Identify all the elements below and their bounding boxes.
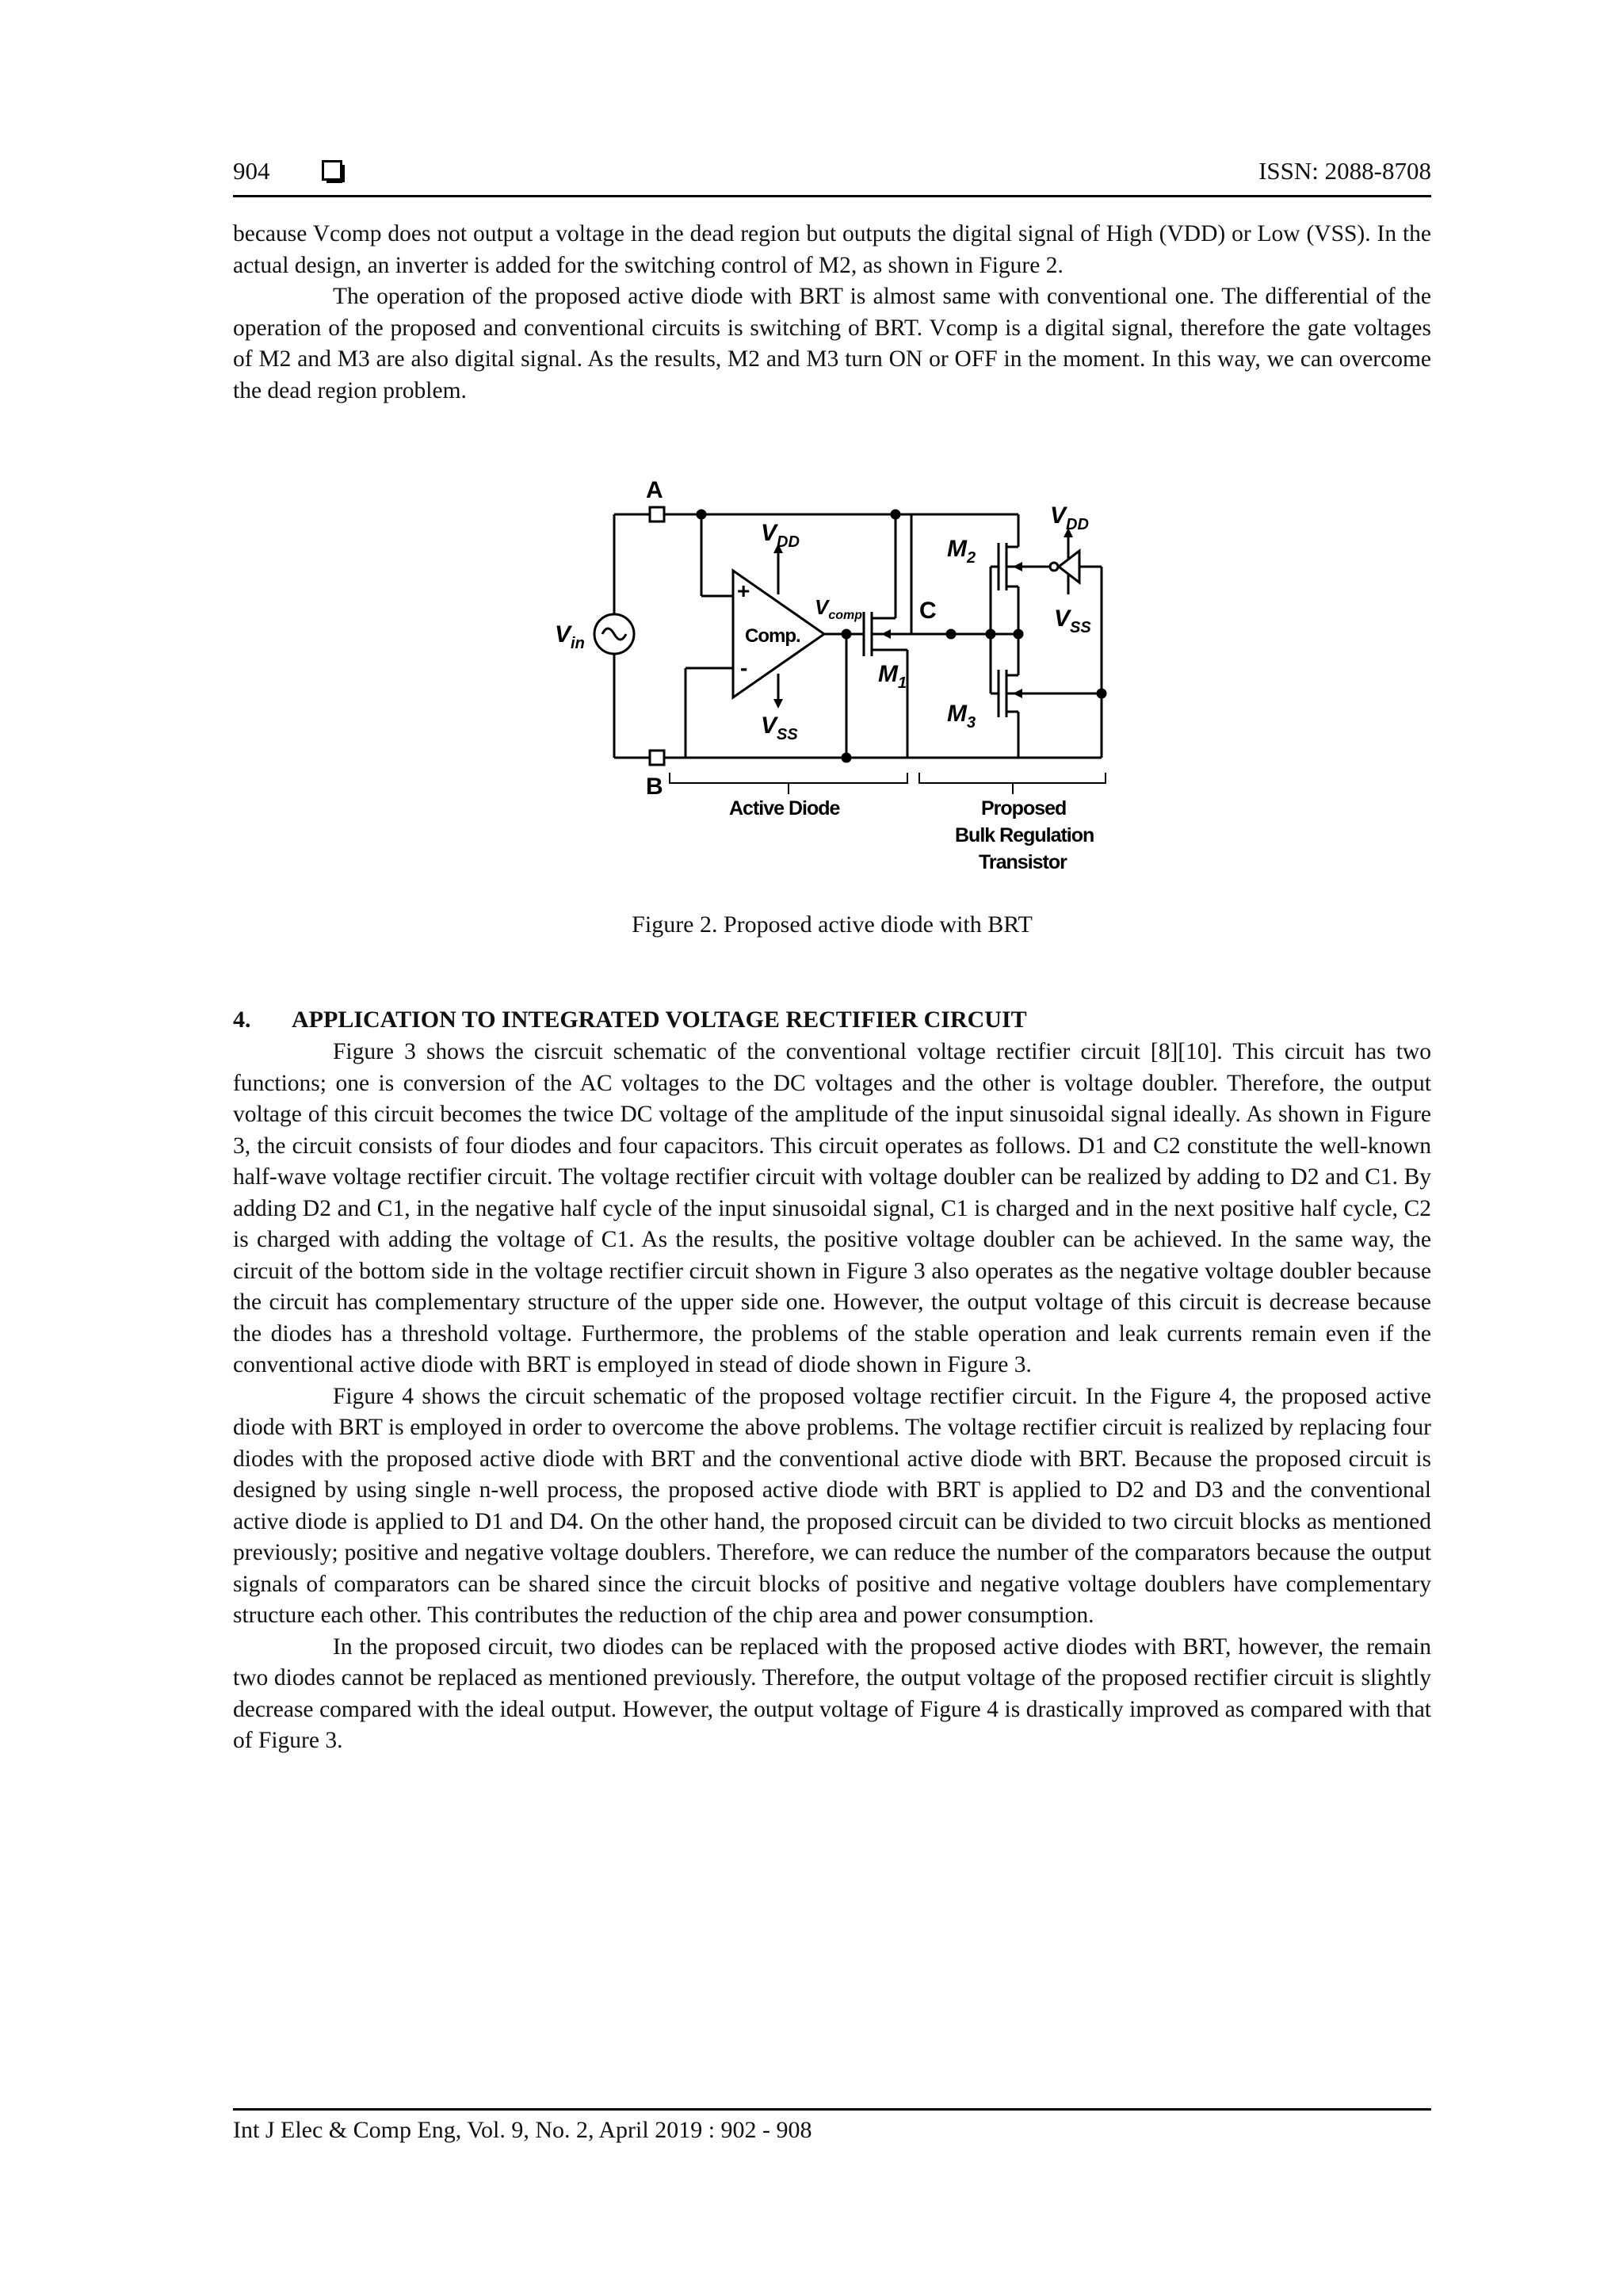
proposed-label-3: Transistor: [979, 851, 1067, 873]
svg-text:VSS: $V_{SS}$: [1054, 606, 1091, 636]
node-a-label: A: [646, 477, 663, 503]
svg-text:M2: $M_2$: [947, 536, 976, 567]
issn-label: ISSN: 2088-8708: [1258, 157, 1431, 185]
section-number: 4.: [233, 1007, 251, 1033]
section-heading: [233, 1007, 1431, 1033]
vss-left-label: V: [761, 712, 777, 739]
svg-text:VDD: $V_{DD}$: [1050, 502, 1089, 533]
vdd-right-label: V: [1050, 502, 1067, 529]
node-b-terminal: [650, 751, 664, 765]
node-b-label: B: [646, 774, 663, 800]
comp-label: Comp.: [745, 625, 800, 647]
proposed-label-2: Bulk Regulation: [955, 824, 1094, 846]
comp-minus: -: [740, 655, 748, 680]
paragraph: In the proposed circuit, two diodes can be replaced with the proposed active diodes with BRT, however, the remain two diodes cannot be replaced as mentioned previously. Therefore, the output voltage of the proposed rectifier circuit is slightly decrease compared with the ideal output. However, the output voltage of Figure 4 is drastically improved as compared with that of Figure 3.: [233, 1633, 1431, 1753]
figure-2-circuit: [547, 468, 1133, 896]
node-a-terminal: [650, 507, 664, 521]
vin-label: V: [555, 621, 571, 648]
journal-citation: Int J Elec & Comp Eng, Vol. 9, No. 2, April 2019 : 902 - 908: [233, 2117, 812, 2143]
vcomp-label: V: [815, 595, 829, 619]
paragraph: because Vcomp does not output a voltage in the dead region but outputs the digital signal of High (VDD) or Low (VSS). In the actual design, an inverter is added for the switching control of M2, as shown in Figure 2.: [233, 221, 1431, 278]
body-text-top: [233, 219, 1431, 407]
comp-plus: +: [737, 579, 750, 603]
page-footer: [233, 2108, 1431, 2144]
m1-label: M: [878, 661, 898, 687]
m2-label: M: [947, 536, 967, 562]
proposed-label-1: Proposed: [981, 797, 1067, 819]
page-header: [233, 155, 1431, 197]
paragraph: The operation of the proposed active diode with BRT is almost same with conventional one. The differential of the operation of the proposed and conventional circuits is switching of BRT. Vcomp is a digital signal, therefore the gate voltages of M2 and M3 are also digital signal. As the results, M2 and M3 turn ON or OFF in the moment. In this way, we can overcome the dead region problem.: [233, 284, 1431, 403]
svg-text:VDD: $V_{DD}$: [761, 520, 800, 551]
figure-caption: Figure 2. Proposed active diode with BRT: [632, 911, 1033, 938]
node-c-label: C: [919, 598, 937, 624]
brace-active-diode: [670, 773, 907, 783]
paragraph: Figure 3 shows the cisrcuit schematic of the conventional voltage rectifier circuit [8][10]. This circuit has two functions; one is conversion of the AC voltages to the DC voltages and the other is voltage doubler. Therefore, the output voltage of this circuit becomes the twice DC voltage of the amplitude of the input sinusoidal signal ideally. As shown in Figure 3, the circuit consists of four diodes and four capacitors. This circuit operates as follows. D1 and C2 constitute the well-known half-wave voltage rectifier circuit. The voltage rectifier circuit with voltage doubler can be realized by adding to D2 and C1. By adding D2 and C1, in the negative half cycle of the input sinusoidal signal, C1 is charged and in the next positive half cycle, C2 is charged with adding the voltage of C1. As the results, the positive voltage doubler can be achieved. In the same way, the circuit of the bottom side in the voltage rectifier circuit shown in Figure 3 also operates as the negative voltage doubler because the circuit has complementary structure of the upper side one. However, the output voltage of this circuit is decrease because the diodes has a threshold voltage. Furthermore, the problems of the stable operation and leak currents remain even if the conventional active diode with BRT is employed in stead of diode shown in Figure 3.: [233, 1039, 1431, 1377]
section-title: APPLICATION TO INTEGRATED VOLTAGE RECTIFIER CIRCUIT: [292, 1007, 1027, 1033]
brace-proposed-brt: [919, 773, 1106, 783]
svg-text:VSS: $V_{SS}$: [761, 712, 798, 743]
active-diode-label: Active Diode: [729, 797, 840, 819]
vdd-left-label: V: [761, 520, 777, 546]
page-number: 904: [233, 157, 270, 185]
svg-text:M1: $M_1$: [878, 661, 907, 692]
vss-right-label: V: [1054, 606, 1071, 632]
svg-text:Vin: $V_{in}$: [555, 621, 585, 652]
svg-text:M3: $M_3$: [947, 701, 976, 732]
m3-label: M: [947, 701, 967, 727]
body-text-bottom: [233, 1037, 1431, 1757]
checkbox-square-icon: [322, 160, 342, 181]
paragraph: Figure 4 shows the circuit schematic of the proposed voltage rectifier circuit. In the Figure 4, the proposed active diode with BRT is employed in order to overcome the above problems. The voltage rectifier circuit is realized by replacing four diodes with the proposed active diode with BRT and the conventional active diode with BRT. Because the proposed circuit is designed by using single n-well process, the proposed active diode with BRT is applied to D2 and D3 and the conventional active diode is applied to D1 and D4. On the other hand, the proposed circuit can be divided to two circuit blocks as mentioned previously; positive and negative voltage doublers. Therefore, we can reduce the number of the comparators because the output signals of comparators can be shared since the circuit blocks of positive and negative voltage doublers have complementary structure each other. This contributes the reduction of the chip area and power consumption.: [233, 1383, 1431, 1628]
svg-text:Vcomp: $V_{comp}$: [815, 595, 863, 622]
